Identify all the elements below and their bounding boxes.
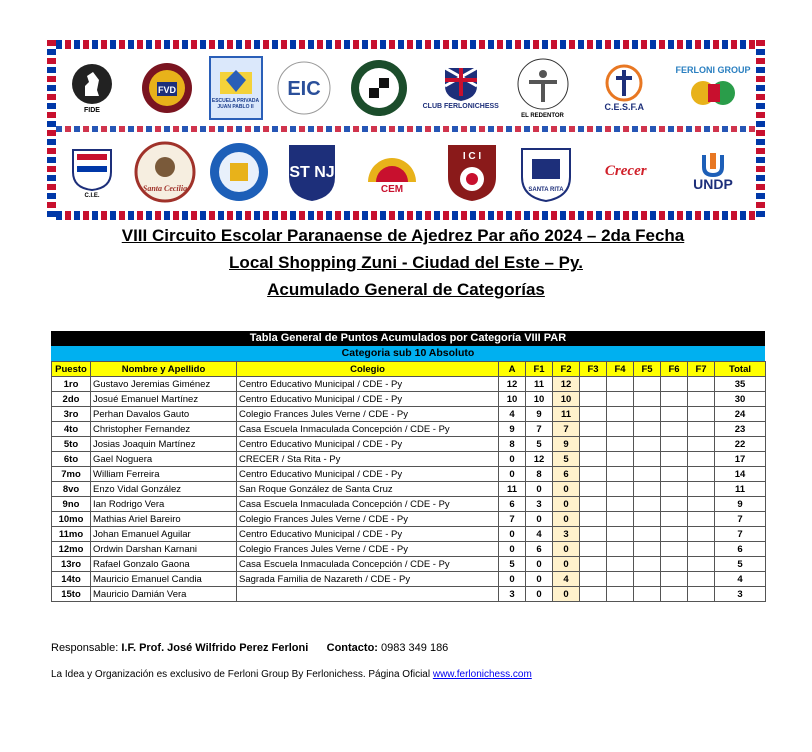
table-row xyxy=(52,527,766,542)
stanj-logo xyxy=(279,139,345,205)
a-cell: 0 xyxy=(499,467,526,482)
f7-cell xyxy=(688,452,715,467)
f4-cell xyxy=(607,482,634,497)
f5-cell xyxy=(634,452,661,467)
table-row xyxy=(52,572,766,587)
f5-cell xyxy=(634,422,661,437)
contacto-value: 0983 349 186 xyxy=(381,642,449,654)
f7-cell xyxy=(688,437,715,452)
school-cell xyxy=(237,587,499,602)
f7-cell xyxy=(688,572,715,587)
school-cell: Casa Escuela Inmaculada Concepción / CDE - Py xyxy=(237,557,499,572)
puesto-cell: 4to xyxy=(52,422,91,437)
a-cell: 10 xyxy=(499,392,526,407)
santa-rita-logo xyxy=(513,139,579,205)
f1-cell: 4 xyxy=(526,527,553,542)
a-cell: 11 xyxy=(499,482,526,497)
f7-cell xyxy=(688,512,715,527)
total-cell: 7 xyxy=(715,527,766,542)
f2-cell: 0 xyxy=(553,587,580,602)
a-cell: 0 xyxy=(499,527,526,542)
f2-cell: 11 xyxy=(553,407,580,422)
puesto-cell: 9no xyxy=(52,497,91,512)
name-cell: Mathias Ariel Bareiro xyxy=(91,512,237,527)
f6-cell xyxy=(661,437,688,452)
header-nombre: Nombre y Apellido xyxy=(91,362,237,377)
title-location: Local Shopping Zuni - Ciudad del Este – Py. xyxy=(229,253,583,272)
f2-cell: 12 xyxy=(553,377,580,392)
puesto-cell: 14to xyxy=(52,572,91,587)
ferloni-group-logo: FERLONI GROUP xyxy=(673,55,753,121)
flag-border-bottom xyxy=(47,211,765,220)
f3-cell xyxy=(580,437,607,452)
f3-cell xyxy=(580,497,607,512)
f3-cell xyxy=(580,587,607,602)
school-cell: Centro Educativo Municipal / CDE - Py xyxy=(237,377,499,392)
f6-cell xyxy=(661,377,688,392)
category-header: Categoria sub 10 Absoluto xyxy=(51,346,765,361)
f5-cell xyxy=(634,572,661,587)
svg-text:EIC: EIC xyxy=(287,78,321,100)
flag-border-middle xyxy=(47,126,765,132)
ferlonichess-club-logo xyxy=(346,55,412,121)
standings-grid xyxy=(51,361,766,602)
header-f5: F5 xyxy=(634,362,661,377)
f2-cell: 9 xyxy=(553,437,580,452)
f6-cell xyxy=(661,467,688,482)
f7-cell xyxy=(688,422,715,437)
school-cell: Centro Educativo Municipal / CDE - Py xyxy=(237,437,499,452)
puesto-cell: 1ro xyxy=(52,377,91,392)
f6-cell xyxy=(661,422,688,437)
f1-cell: 12 xyxy=(526,452,553,467)
a-cell: 5 xyxy=(499,557,526,572)
f5-cell xyxy=(634,497,661,512)
svg-text:ST NJ: ST NJ xyxy=(289,164,335,181)
f1-cell: 0 xyxy=(526,482,553,497)
table-row xyxy=(52,392,766,407)
total-cell: 24 xyxy=(715,407,766,422)
school-cell: CRECER / Sta Rita - Py xyxy=(237,452,499,467)
f3-cell xyxy=(580,542,607,557)
total-cell: 7 xyxy=(715,512,766,527)
standings-table xyxy=(51,331,765,602)
name-cell: Perhan Davalos Gauto xyxy=(91,407,237,422)
name-cell: Gustavo Jeremias Giménez xyxy=(91,377,237,392)
school-cell: San Roque González de Santa Cruz xyxy=(237,482,499,497)
f7-cell xyxy=(688,527,715,542)
responsable-name: I.F. Prof. José Wilfrido Perez Ferloni xyxy=(121,642,309,654)
f7-cell xyxy=(688,392,715,407)
a-cell: 0 xyxy=(499,542,526,557)
table-row xyxy=(52,587,766,602)
f5-cell xyxy=(634,587,661,602)
table-row xyxy=(52,512,766,527)
total-cell: 17 xyxy=(715,452,766,467)
header-f4: F4 xyxy=(607,362,634,377)
f6-cell xyxy=(661,527,688,542)
header-f6: F6 xyxy=(661,362,688,377)
svg-text:SANTA RITA: SANTA RITA xyxy=(527,187,564,193)
name-cell: Ian Rodrigo Vera xyxy=(91,497,237,512)
idea-text: La Idea y Organización es exclusivo de Ferloni Group By Ferlonichess. Página Oficial xyxy=(51,669,431,680)
f3-cell xyxy=(580,557,607,572)
table-row xyxy=(52,452,766,467)
f3-cell xyxy=(580,527,607,542)
header-f2: F2 xyxy=(553,362,580,377)
school-cell: Casa Escuela Inmaculada Concepción / CDE - Py xyxy=(237,422,499,437)
f2-cell: 5 xyxy=(553,452,580,467)
a-cell: 6 xyxy=(499,497,526,512)
total-cell: 9 xyxy=(715,497,766,512)
flag-border-right xyxy=(756,40,765,220)
a-cell: 4 xyxy=(499,407,526,422)
f2-cell: 3 xyxy=(553,527,580,542)
f6-cell xyxy=(661,392,688,407)
f2-cell: 0 xyxy=(553,497,580,512)
f3-cell xyxy=(580,377,607,392)
a-cell: 9 xyxy=(499,422,526,437)
total-cell: 14 xyxy=(715,467,766,482)
f1-cell: 7 xyxy=(526,422,553,437)
santa-cecilia-logo xyxy=(132,139,198,205)
a-cell: 0 xyxy=(499,452,526,467)
f5-cell xyxy=(634,437,661,452)
f4-cell xyxy=(607,542,634,557)
f2-cell: 6 xyxy=(553,467,580,482)
school-cell: Centro Educativo Municipal / CDE - Py xyxy=(237,527,499,542)
f1-cell: 3 xyxy=(526,497,553,512)
table-body xyxy=(52,377,766,602)
school-cell: Sagrada Familia de Nazareth / CDE - Py xyxy=(237,572,499,587)
cem-logo: CEM xyxy=(352,139,432,205)
a-cell: 3 xyxy=(499,587,526,602)
f3-cell xyxy=(580,512,607,527)
logo-row-1 xyxy=(59,51,753,125)
f6-cell xyxy=(661,572,688,587)
footer-idea xyxy=(51,669,532,680)
f6-cell xyxy=(661,542,688,557)
f1-cell: 0 xyxy=(526,512,553,527)
logo-banner xyxy=(47,40,765,220)
f4-cell xyxy=(607,527,634,542)
flag-border-top xyxy=(47,40,765,49)
f5-cell xyxy=(634,557,661,572)
table-row xyxy=(52,437,766,452)
colegio-crecer-logo xyxy=(206,139,272,205)
f4-cell xyxy=(607,407,634,422)
f2-cell: 0 xyxy=(553,482,580,497)
contacto-label: Contacto: xyxy=(326,642,378,654)
f7-cell xyxy=(688,377,715,392)
flag-border-left xyxy=(47,40,56,220)
puesto-cell: 6to xyxy=(52,452,91,467)
a-cell: 7 xyxy=(499,512,526,527)
school-cell: Casa Escuela Inmaculada Concepción / CDE - Py xyxy=(237,497,499,512)
logo-row-2 xyxy=(59,134,753,210)
f4-cell xyxy=(607,452,634,467)
f7-cell xyxy=(688,542,715,557)
name-cell: Enzo Vidal González xyxy=(91,482,237,497)
f2-cell: 7 xyxy=(553,422,580,437)
puesto-cell: 8vo xyxy=(52,482,91,497)
f5-cell xyxy=(634,392,661,407)
table-row xyxy=(52,422,766,437)
f2-cell: 0 xyxy=(553,512,580,527)
school-cell: Colegio Frances Jules Verne / CDE - Py xyxy=(237,542,499,557)
fvd-logo xyxy=(134,55,200,121)
puesto-cell: 15to xyxy=(52,587,91,602)
f3-cell xyxy=(580,482,607,497)
f3-cell xyxy=(580,572,607,587)
f2-cell: 10 xyxy=(553,392,580,407)
header-f7: F7 xyxy=(688,362,715,377)
f3-cell xyxy=(580,392,607,407)
total-cell: 35 xyxy=(715,377,766,392)
el-redentor-logo: EL REDENTOR xyxy=(510,55,576,121)
f2-cell: 4 xyxy=(553,572,580,587)
header-total: Total xyxy=(715,362,766,377)
name-cell: Ordwin Darshan Karnani xyxy=(91,542,237,557)
table-row xyxy=(52,482,766,497)
total-cell: 3 xyxy=(715,587,766,602)
a-cell: 12 xyxy=(499,377,526,392)
f1-cell: 11 xyxy=(526,377,553,392)
crecer-logo: Crecer xyxy=(604,163,647,180)
school-cell: Colegio Frances Jules Verne / CDE - Py xyxy=(237,512,499,527)
name-cell: Christopher Fernandez xyxy=(91,422,237,437)
puesto-cell: 2do xyxy=(52,392,91,407)
responsable-label: Responsable: xyxy=(51,642,119,654)
total-cell: 11 xyxy=(715,482,766,497)
puesto-cell: 13ro xyxy=(52,557,91,572)
f4-cell xyxy=(607,497,634,512)
f2-cell: 0 xyxy=(553,542,580,557)
f1-cell: 6 xyxy=(526,542,553,557)
f1-cell: 0 xyxy=(526,572,553,587)
f4-cell xyxy=(607,557,634,572)
f7-cell xyxy=(688,587,715,602)
f4-cell xyxy=(607,437,634,452)
puesto-cell: 10mo xyxy=(52,512,91,527)
f1-cell: 5 xyxy=(526,437,553,452)
f4-cell xyxy=(607,467,634,482)
table-row xyxy=(52,407,766,422)
a-cell: 8 xyxy=(499,437,526,452)
table-row xyxy=(52,497,766,512)
f1-cell: 9 xyxy=(526,407,553,422)
f7-cell xyxy=(688,482,715,497)
f4-cell xyxy=(607,422,634,437)
name-cell: William Ferreira xyxy=(91,467,237,482)
f6-cell xyxy=(661,512,688,527)
document-titles xyxy=(0,222,812,303)
table-row xyxy=(52,467,766,482)
eic-logo xyxy=(271,55,337,121)
title-accumulated: Acumulado General de Categorías xyxy=(267,280,545,299)
total-cell: 30 xyxy=(715,392,766,407)
f1-cell: 10 xyxy=(526,392,553,407)
svg-text:Santa Cecilia: Santa Cecilia xyxy=(143,184,188,193)
f1-cell: 8 xyxy=(526,467,553,482)
undp-logo: UNDP xyxy=(673,139,753,205)
school-cell: Centro Educativo Municipal / CDE - Py xyxy=(237,467,499,482)
table-row xyxy=(52,377,766,392)
total-cell: 23 xyxy=(715,422,766,437)
total-cell: 6 xyxy=(715,542,766,557)
table-header-row xyxy=(52,362,766,377)
svg-text:FVD: FVD xyxy=(157,85,176,95)
official-site-link[interactable]: www.ferlonichess.com xyxy=(432,669,532,680)
header-a: A xyxy=(499,362,526,377)
header-f1: F1 xyxy=(526,362,553,377)
f7-cell xyxy=(688,557,715,572)
fide-logo: FIDE xyxy=(59,55,125,121)
puesto-cell: 5to xyxy=(52,437,91,452)
f6-cell xyxy=(661,482,688,497)
svg-text:I C I: I C I xyxy=(463,151,482,162)
name-cell: Mauricio Emanuel Candia xyxy=(91,572,237,587)
ici-logo xyxy=(439,139,505,205)
total-cell: 5 xyxy=(715,557,766,572)
f3-cell xyxy=(580,452,607,467)
cie-logo: C.I.E. xyxy=(59,139,125,205)
f7-cell xyxy=(688,407,715,422)
total-cell: 22 xyxy=(715,437,766,452)
f6-cell xyxy=(661,407,688,422)
name-cell: Gael Noguera xyxy=(91,452,237,467)
f5-cell xyxy=(634,542,661,557)
f1-cell: 0 xyxy=(526,587,553,602)
f4-cell xyxy=(607,587,634,602)
name-cell: Mauricio Damián Vera xyxy=(91,587,237,602)
name-cell: Rafael Gonzalo Gaona xyxy=(91,557,237,572)
f3-cell xyxy=(580,422,607,437)
f6-cell xyxy=(661,497,688,512)
header-puesto: Puesto xyxy=(52,362,91,377)
f6-cell xyxy=(661,557,688,572)
f1-cell: 0 xyxy=(526,557,553,572)
f4-cell xyxy=(607,572,634,587)
f5-cell xyxy=(634,377,661,392)
name-cell: Josué Emanuel Martínez xyxy=(91,392,237,407)
f5-cell xyxy=(634,467,661,482)
total-cell: 4 xyxy=(715,572,766,587)
f6-cell xyxy=(661,452,688,467)
title-circuit: VIII Circuito Escolar Paranaense de Ajedrez Par año 2024 – 2da Fecha xyxy=(121,226,685,245)
f7-cell xyxy=(688,467,715,482)
f5-cell xyxy=(634,482,661,497)
table-row xyxy=(52,542,766,557)
school-cell: Colegio Frances Jules Verne / CDE - Py xyxy=(237,407,499,422)
puesto-cell: 7mo xyxy=(52,467,91,482)
british-school-logo: CLUB FERLONICHESS xyxy=(421,55,501,121)
cesfa-logo: C.E.S.F.A xyxy=(584,55,664,121)
puesto-cell: 3ro xyxy=(52,407,91,422)
table-row xyxy=(52,557,766,572)
f3-cell xyxy=(580,467,607,482)
school-cell: Centro Educativo Municipal / CDE - Py xyxy=(237,392,499,407)
f5-cell xyxy=(634,407,661,422)
f5-cell xyxy=(634,527,661,542)
a-cell: 0 xyxy=(499,572,526,587)
footer-contact xyxy=(51,642,448,654)
name-cell: Johan Emanuel Aguilar xyxy=(91,527,237,542)
f6-cell xyxy=(661,587,688,602)
header-colegio: Colegio xyxy=(237,362,499,377)
f4-cell xyxy=(607,377,634,392)
table-title: Tabla General de Puntos Acumulados por Categoría VIII PAR xyxy=(51,331,765,346)
header-f3: F3 xyxy=(580,362,607,377)
f3-cell xyxy=(580,407,607,422)
f7-cell xyxy=(688,497,715,512)
f4-cell xyxy=(607,512,634,527)
juan-pablo-logo: ESCUELA PRIVADA JUAN PABLO II xyxy=(209,56,263,120)
f5-cell xyxy=(634,512,661,527)
name-cell: Josias Joaquin Martínez xyxy=(91,437,237,452)
f4-cell xyxy=(607,392,634,407)
puesto-cell: 11mo xyxy=(52,527,91,542)
f2-cell: 0 xyxy=(553,557,580,572)
puesto-cell: 12mo xyxy=(52,542,91,557)
